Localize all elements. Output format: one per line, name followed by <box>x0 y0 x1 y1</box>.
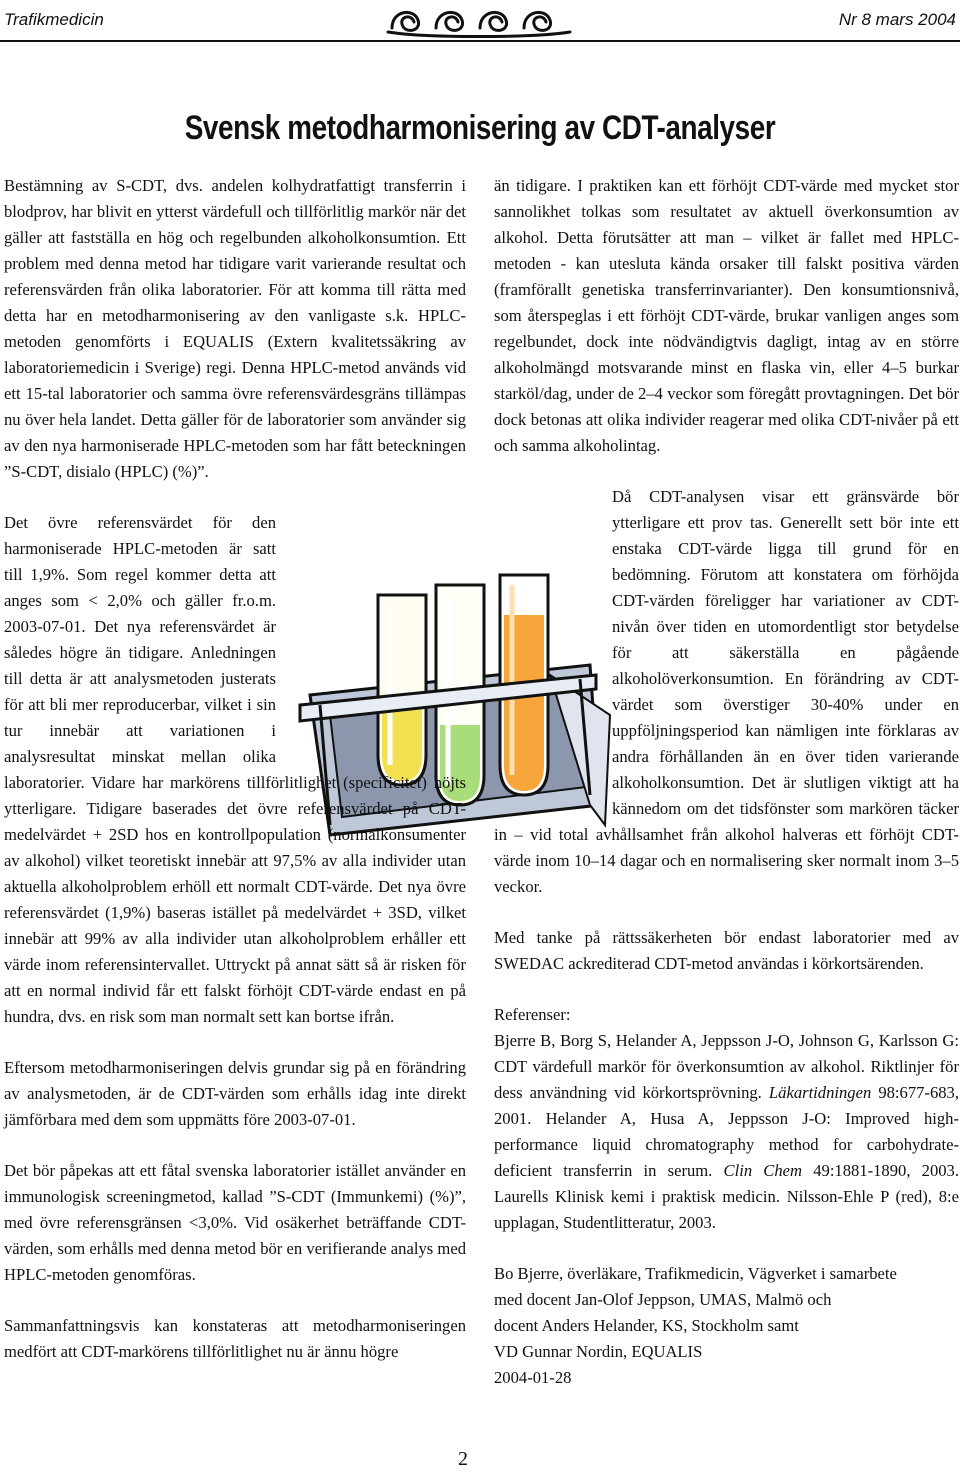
author-line: docent Anders Helander, KS, Stockholm samt <box>494 1316 799 1335</box>
clipart-wrap-space <box>494 510 612 800</box>
paragraph: Med tanke på rättssäkerheten bör endast laboratorier med av SWEDAC ackrediterad CDT-metod användas i körkortsärenden. <box>494 928 959 973</box>
section-name: Trafikmedicin <box>4 10 104 29</box>
author-line: med docent Jan-Olof Jeppson, UMAS, Malmö och <box>494 1290 832 1309</box>
author-line: VD Gunnar Nordin, EQUALIS <box>494 1342 703 1361</box>
header-rule <box>0 40 960 42</box>
paragraph: Det bör påpekas att ett fåtal svenska laboratorier istället använder en immunologisk screeningmetod, kallad ”S-CDT (Immunkemi) (%)”, med övre referensgränsen <3,0%. Vid osäkerhet beträffande CDT-värden, som erhålls med denna metod bör en verifierande analys med HPLC-metoden genomföras. <box>4 1161 466 1284</box>
author-line: Bo Bjerre, överläkare, Trafikmedicin, Vägverket i samarbete <box>494 1264 897 1283</box>
reference-text: 49:1881-1890, 2003. Laurells Klinisk kemi i praktisk medicin. Nilsson-Ehle P (red), 8:e upplagan, Studentlitteratur, 2003. <box>494 1161 960 1232</box>
page-header <box>0 0 960 46</box>
author-line: 2004-01-28 <box>494 1368 572 1387</box>
references <box>494 1028 959 1236</box>
paragraph <box>494 484 959 900</box>
journal-name: Clin Chem <box>723 1161 803 1180</box>
author-block <box>494 1261 959 1391</box>
paragraph <box>4 510 466 1030</box>
clipart-wrap-space <box>276 510 466 770</box>
reference-text: Bjerre B, Borg S, Helander A, Jeppsson J-O, Johnson G, Karlsson G: CDT värdefull markör för överkonsumtion av alkohol. Riktlinjer för dess användning vid körkortsprövning. <box>494 1031 959 1102</box>
paragraph: Sammanfattningsvis kan konstateras att metodharmoniseringen medfört att CDT-markörens tillförlitlighet nu är ännu högre <box>4 1316 466 1361</box>
issue-label: Nr 8 mars 2004 <box>838 10 956 29</box>
page-number: 2 <box>458 1448 468 1470</box>
paragraph: Bestämning av S-CDT, dvs. andelen kolhydratfattigt transferrin i blodprov, har blivit en ytterst värdefull och tillförlitlig markör när det gäller att fastställa en hög och regelbunden alkoholkonsumtion. Ett problem med denna metod har tidigare varit varierande resultat och referensvärden från olika laboratorier. För att komma till rätta med detta har en metodharmonisering av den vanligaste s.k. HPLC-metoden genomförts i EQUALIS (Extern kvalitetssäkring av laboratoriemedicin i Sverige) regi. Denna HPLC-metod används vid ett 15-tal laboratorier och samma övre referensvärdesgräns tillämpas nu över hela landet. Detta gäller för de laboratorier som använder sig av den nya harmoniserade HPLC-metoden som har fått beteckningen ”S-CDT, disialo (HPLC) (%)”. <box>4 176 466 481</box>
paragraph-text: Då CDT-analysen visar ett gränsvärde bör ytterligare ett prov tas. Generellt sett bör inte ett enstaka CDT-värde ligga till grund för en bedömning. Förutom att konstatera om förhöjda CDT-värden föreligger har variationer av CDT-nivån över tiden en utomordentligt stor betydelse för att säkerställa en pågående alkoholöverkonsumtion. En förändring av CDT-värdet som överstiger 30-40% under en uppföljningsperiod kan nämligen inte förklaras av andra förhållanden än en över tiden varierande alkoholkonsumtion. Det är slutligen viktigt att ha kännedom om det tidsfönster som markören täcker in – vid total avhållsamhet från alkohol halveras ett förhöjt CDT-värde inom 10–14 dagar och en normalisering sker normalt inom 3–5 veckor. <box>494 487 959 896</box>
right-column <box>494 173 959 1391</box>
decorative-swirl-ornament-icon <box>384 2 574 38</box>
references-heading: Referenser: <box>494 1005 571 1024</box>
left-column <box>4 173 466 1390</box>
paragraph-text: Det övre referensvärdet för den harmoniserade HPLC-metoden är satt till 1,9%. Som regel kommer detta att anges som < 2,0% och gäller fr.o.m. 2003-07-01. Det nya referensvärdet är således högre än tidigare. Anledningen till detta är att analysmetoden justerats för att bli mer reproducerbar, vilket i sin tur innebär att variationen i analysresultat minskat mellan olika laboratorier. Vidare har markörens tillförlitlighet (specificitet) höjts ytterligare. Tidigare baserades det övre referensvärdet på CDT-medelvärdet + 2SD hos en kontrollpopulation (normalkonsumenter av alkohol) vilket teoretiskt innebär att 97,5% av alla individer utan aktuella alkoholproblem erhöll ett normalt CDT-värde. Det nya övre referensvärdet (1,9%) baseras istället på medelvärdet + 3SD, vilket innebär att 99% av alla individer utan alkoholproblem erhåller ett värde inom referensintervallet. Uttryckt på annat sätt så är risken för att en normal individ får ett falskt förhöjt CDT-värde endast en på hundra, dvs. en risk som man normalt sett kan bortse ifrån. <box>4 513 466 1026</box>
paragraph: än tidigare. I praktiken kan ett förhöjt CDT-värde med mycket stor sannolikhet tolkas som resultatet av aktuell överkonsumtion av alkohol. Detta förutsätter att man – vilket är fallet med HPLC-metoden - kan utesluta kända orsaker till falskt positiva värden (framförallt genetiska transferrinvarianter). Den konsumtionsnivå, som återspeglas i ett förhöjt CDT-värde, brukar vanligen anges som regelbundet, dock inte nödvändigtvis dagligt, intag av en större alkoholmängd motsvarande minst en flaska vin, eller 4–5 burkar starköl/dag, under de 2–4 veckor som föregått provtagningen. Det bör dock betonas att olika individer reagerar med olika CDT-nivåer på ett och samma alkoholintag. <box>494 176 959 455</box>
journal-name: Läkartidningen <box>768 1083 872 1102</box>
article-title: Svensk metodharmonisering av CDT-analyser <box>184 108 776 147</box>
paragraph: Eftersom metodharmoniseringen delvis grundar sig på en förändring av analysmetoden, är de CDT-värden som erhålls idag inte direkt jämförbara med dem som uppmätts före 2003-07-01. <box>4 1058 466 1129</box>
reference-text: 98:677-683, 2001. Helander A, Husa A, Jeppsson J-O: Improved high-performance liquid chromatography method for carbohydrate-deficient transferrin in serum. <box>494 1083 959 1180</box>
